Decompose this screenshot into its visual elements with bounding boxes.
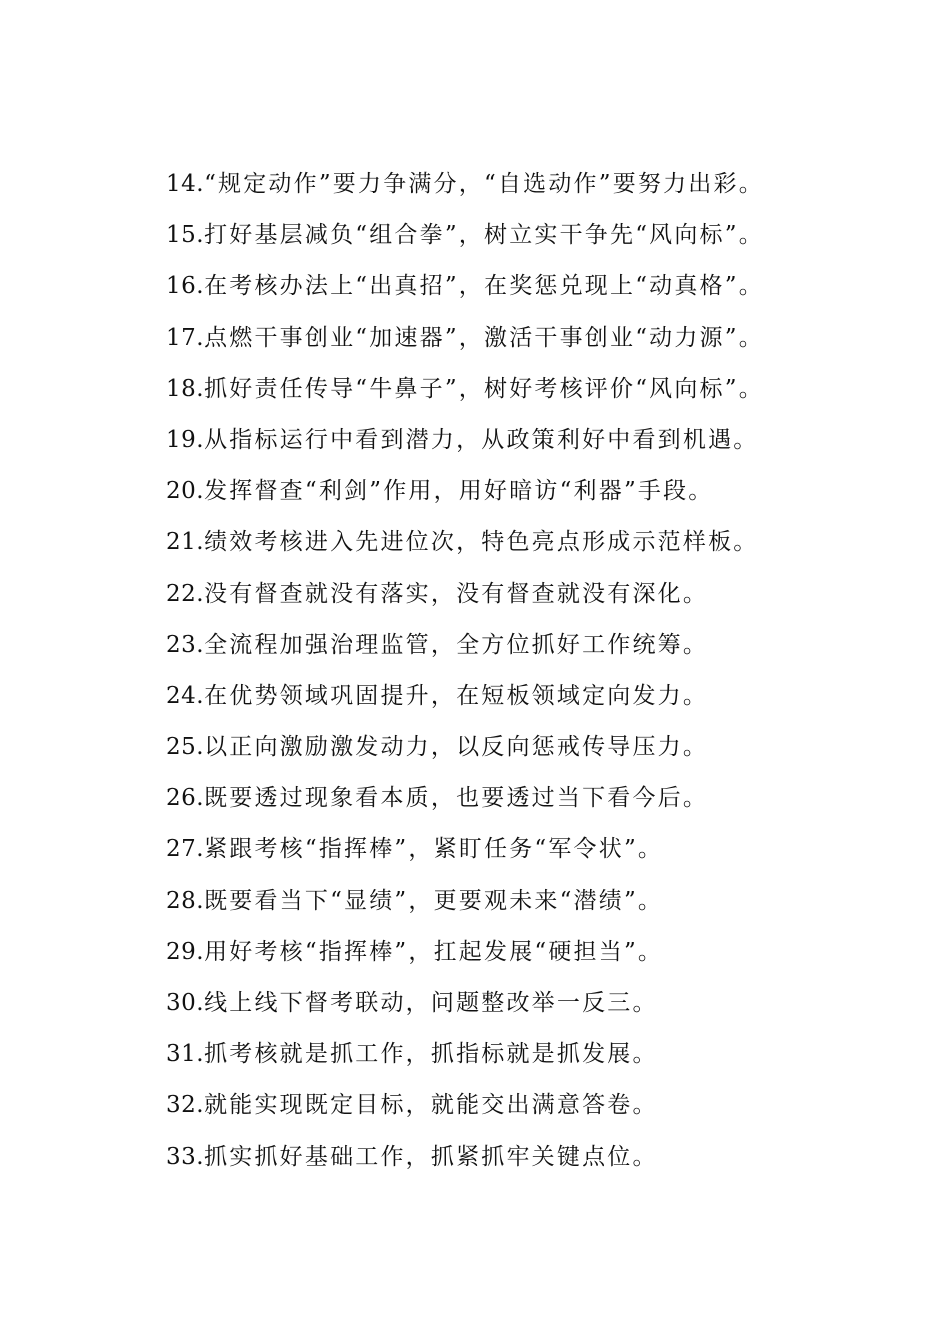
item-text: 既要看当下“显绩”，更要观未来“潜绩”。	[204, 887, 664, 914]
item-number: 25.	[166, 734, 205, 761]
item-number: 22.	[166, 580, 205, 607]
list-item	[166, 827, 846, 878]
phrase-list	[166, 162, 846, 1186]
item-number: 27.	[166, 836, 205, 863]
item-text: 打好基层减负“组合拳”，树立实干争先“风向标”。	[204, 222, 764, 249]
list-item	[166, 367, 846, 418]
item-text: 在考核办法上“出真招”，在奖惩兑现上“动真格”。	[204, 273, 764, 300]
list-item	[166, 1083, 846, 1134]
item-text: 全流程加强治理监管，全方位抓好工作统筹。	[204, 631, 709, 658]
list-item	[166, 316, 846, 367]
list-item	[166, 981, 846, 1032]
item-text: 点燃干事创业“加速器”，激活干事创业“动力源”。	[204, 324, 764, 351]
item-text: 既要透过现象看本质，也要透过当下看今后。	[204, 785, 709, 812]
item-text: 用好考核“指挥棒”，扛起发展“硬担当”。	[204, 938, 664, 965]
item-text: 发挥督查“利剑”作用，用好暗访“利器”手段。	[204, 478, 714, 505]
item-text: “规定动作”要力争满分，“自选动作”要努力出彩。	[204, 171, 764, 197]
item-number: 33.	[166, 1143, 205, 1170]
item-text: 在优势领域巩固提升，在短板领域定向发力。	[204, 682, 709, 709]
item-number: 24.	[166, 682, 205, 709]
item-text: 没有督查就没有落实，没有督查就没有深化。	[204, 580, 709, 607]
item-number: 19.	[166, 426, 205, 453]
list-item	[166, 213, 846, 264]
item-number: 29.	[166, 938, 205, 965]
item-text: 紧跟考核“指挥棒”，紧盯任务“军令状”。	[204, 836, 664, 863]
item-number: 18.	[166, 375, 205, 402]
list-item	[166, 879, 846, 930]
list-item	[166, 776, 846, 827]
list-item	[166, 674, 846, 725]
list-item	[166, 725, 846, 776]
list-item	[166, 1135, 846, 1186]
item-text: 就能实现既定目标，就能交出满意答卷。	[204, 1092, 658, 1119]
list-item	[166, 162, 846, 213]
item-number: 17.	[166, 324, 205, 351]
item-number: 14.	[166, 171, 205, 197]
item-text: 以正向激励激发动力，以反向惩戒传导压力。	[204, 734, 709, 761]
item-text: 抓实抓好基础工作，抓紧抓牢关键点位。	[204, 1143, 658, 1170]
list-item	[166, 418, 846, 469]
list-item	[166, 520, 846, 571]
item-number: 15.	[166, 222, 205, 249]
item-number: 20.	[166, 478, 205, 505]
item-number: 30.	[166, 990, 205, 1016]
list-item	[166, 930, 846, 981]
item-text: 线上线下督考联动，问题整改举一反三。	[204, 990, 658, 1016]
item-text: 抓好责任传导“牛鼻子”，树好考核评价“风向标”。	[204, 375, 764, 402]
item-text: 抓考核就是抓工作，抓指标就是抓发展。	[204, 1041, 658, 1068]
list-item	[166, 469, 846, 520]
item-number: 23.	[166, 631, 205, 658]
item-number: 32.	[166, 1092, 205, 1119]
item-number: 28.	[166, 887, 205, 914]
item-number: 26.	[166, 785, 205, 812]
item-number: 16.	[166, 273, 205, 300]
item-text: 从指标运行中看到潜力，从政策利好中看到机遇。	[204, 426, 759, 453]
list-item	[166, 264, 846, 315]
item-number: 21.	[166, 529, 205, 556]
item-text: 绩效考核进入先进位次，特色亮点形成示范样板。	[204, 529, 759, 556]
list-item	[166, 572, 846, 623]
item-number: 31.	[166, 1041, 205, 1068]
list-item	[166, 623, 846, 674]
list-item	[166, 1032, 846, 1083]
